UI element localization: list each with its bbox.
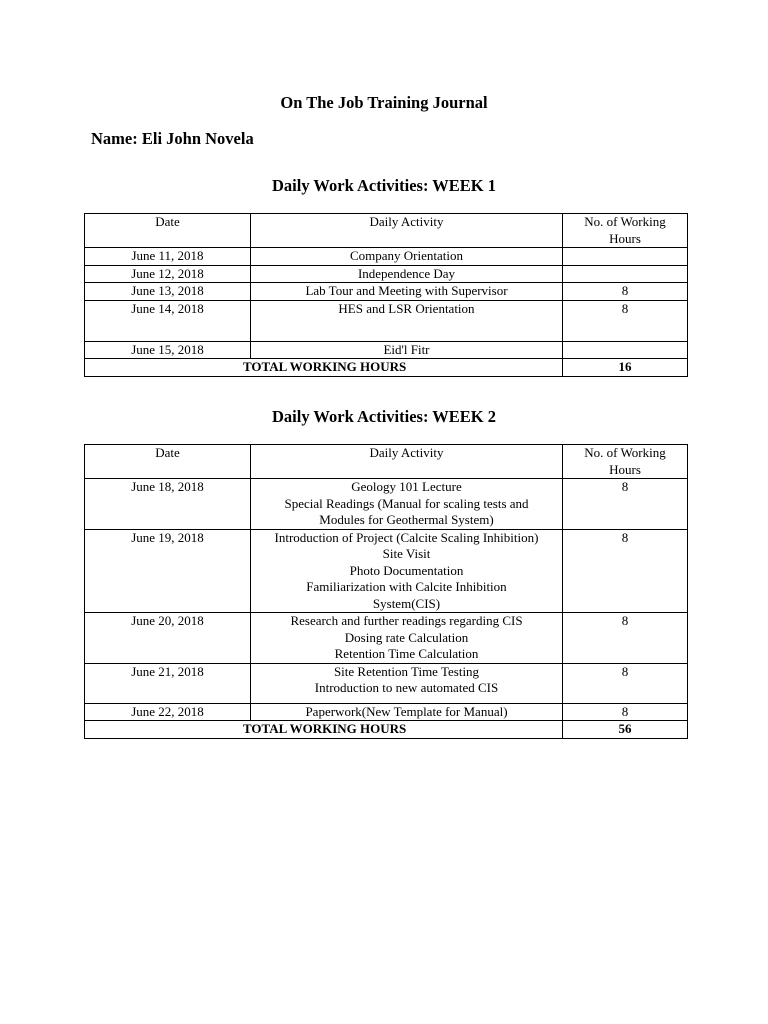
total-value: 56: [563, 721, 688, 739]
table-row: [85, 703, 688, 721]
week-2-table: [84, 444, 688, 739]
activity-cell: [251, 300, 563, 341]
activity-line: Lab Tour and Meeting with Supervisor: [305, 283, 508, 298]
hours-header: No. of Working Hours: [563, 214, 688, 248]
hours-cell: [563, 341, 688, 359]
activity-cell: [251, 248, 563, 266]
hours-cell: 8: [563, 663, 688, 703]
table-row: [85, 663, 688, 703]
activity-cell: [251, 479, 563, 530]
date-header: Date: [85, 214, 251, 248]
trainee-name: Name: Eli John Novela: [91, 129, 254, 148]
table-row: [85, 341, 688, 359]
activity-line: Geology 101 Lecture: [351, 479, 462, 494]
hours-cell: 8: [563, 613, 688, 664]
table-row: [85, 265, 688, 283]
hours-cell: 8: [563, 479, 688, 530]
date-header: Date: [85, 445, 251, 479]
date-cell: June 12, 2018: [85, 265, 251, 283]
activity-line: Retention Time Calculation: [334, 646, 479, 661]
hours-cell: 8: [563, 529, 688, 613]
total-value: 16: [563, 359, 688, 377]
total-label: TOTAL WORKING HOURS: [85, 359, 563, 377]
activity-line: Research and further readings regarding CIS: [290, 613, 523, 628]
table-row: [85, 248, 688, 266]
activity-line: HES and LSR Orientation: [338, 300, 475, 316]
total-row: [85, 721, 688, 739]
activity-line: Special Readings (Manual for scaling tests and: [284, 495, 529, 511]
activity-line: Introduction of Project (Calcite Scaling Inhibition): [274, 529, 539, 545]
hours-cell: 8: [563, 300, 688, 341]
activity-line: Site Visit: [382, 546, 431, 561]
activity-line: Modules for Geothermal System): [319, 512, 494, 527]
activity-line: Company Orientation: [349, 248, 463, 263]
table-header-row: [85, 214, 688, 248]
date-cell: June 18, 2018: [85, 479, 251, 530]
activity-cell: [251, 341, 563, 359]
week-2-heading: Daily Work Activities: WEEK 2: [272, 407, 496, 426]
activity-line: Familiarization with Calcite Inhibition: [306, 579, 507, 594]
week-1-table: [84, 213, 688, 377]
table-row: [85, 479, 688, 530]
date-cell: June 19, 2018: [85, 529, 251, 613]
total-label: TOTAL WORKING HOURS: [85, 721, 563, 739]
activity-cell: [251, 283, 563, 301]
activity-header: Daily Activity: [251, 214, 563, 248]
activity-line: Dosing rate Calculation: [344, 629, 469, 645]
table-header-row: [85, 445, 688, 479]
date-cell: June 11, 2018: [85, 248, 251, 266]
activity-line: Eid'l Fitr: [383, 341, 430, 357]
total-row: [85, 359, 688, 377]
activity-line: Independence Day: [357, 265, 456, 281]
hours-cell: [563, 248, 688, 266]
table-row: [85, 283, 688, 301]
activity-line: Paperwork(New Template for Manual): [305, 703, 508, 719]
date-cell: June 22, 2018: [85, 703, 251, 721]
activity-cell: [251, 703, 563, 721]
hours-cell: [563, 265, 688, 283]
date-cell: June 15, 2018: [85, 341, 251, 359]
activity-cell: [251, 663, 563, 703]
date-cell: June 14, 2018: [85, 300, 251, 341]
activity-line: Photo Documentation: [349, 562, 464, 578]
week-1-heading: Daily Work Activities: WEEK 1: [272, 176, 496, 195]
page-title: On The Job Training Journal: [280, 93, 488, 112]
table-row: [85, 529, 688, 613]
date-cell: June 21, 2018: [85, 663, 251, 703]
table-row: [85, 613, 688, 664]
date-cell: June 13, 2018: [85, 283, 251, 301]
activity-cell: [251, 265, 563, 283]
activity-cell: [251, 529, 563, 613]
activity-line: System(CIS): [372, 595, 441, 611]
activity-cell: [251, 613, 563, 664]
date-cell: June 20, 2018: [85, 613, 251, 664]
activity-header: Daily Activity: [251, 445, 563, 479]
hours-cell: 8: [563, 283, 688, 301]
hours-cell: 8: [563, 703, 688, 721]
hours-header: No. of Working Hours: [563, 445, 688, 479]
activity-line: Site Retention Time Testing: [333, 663, 480, 679]
table-row: [85, 300, 688, 341]
activity-line: Introduction to new automated CIS: [314, 680, 499, 695]
